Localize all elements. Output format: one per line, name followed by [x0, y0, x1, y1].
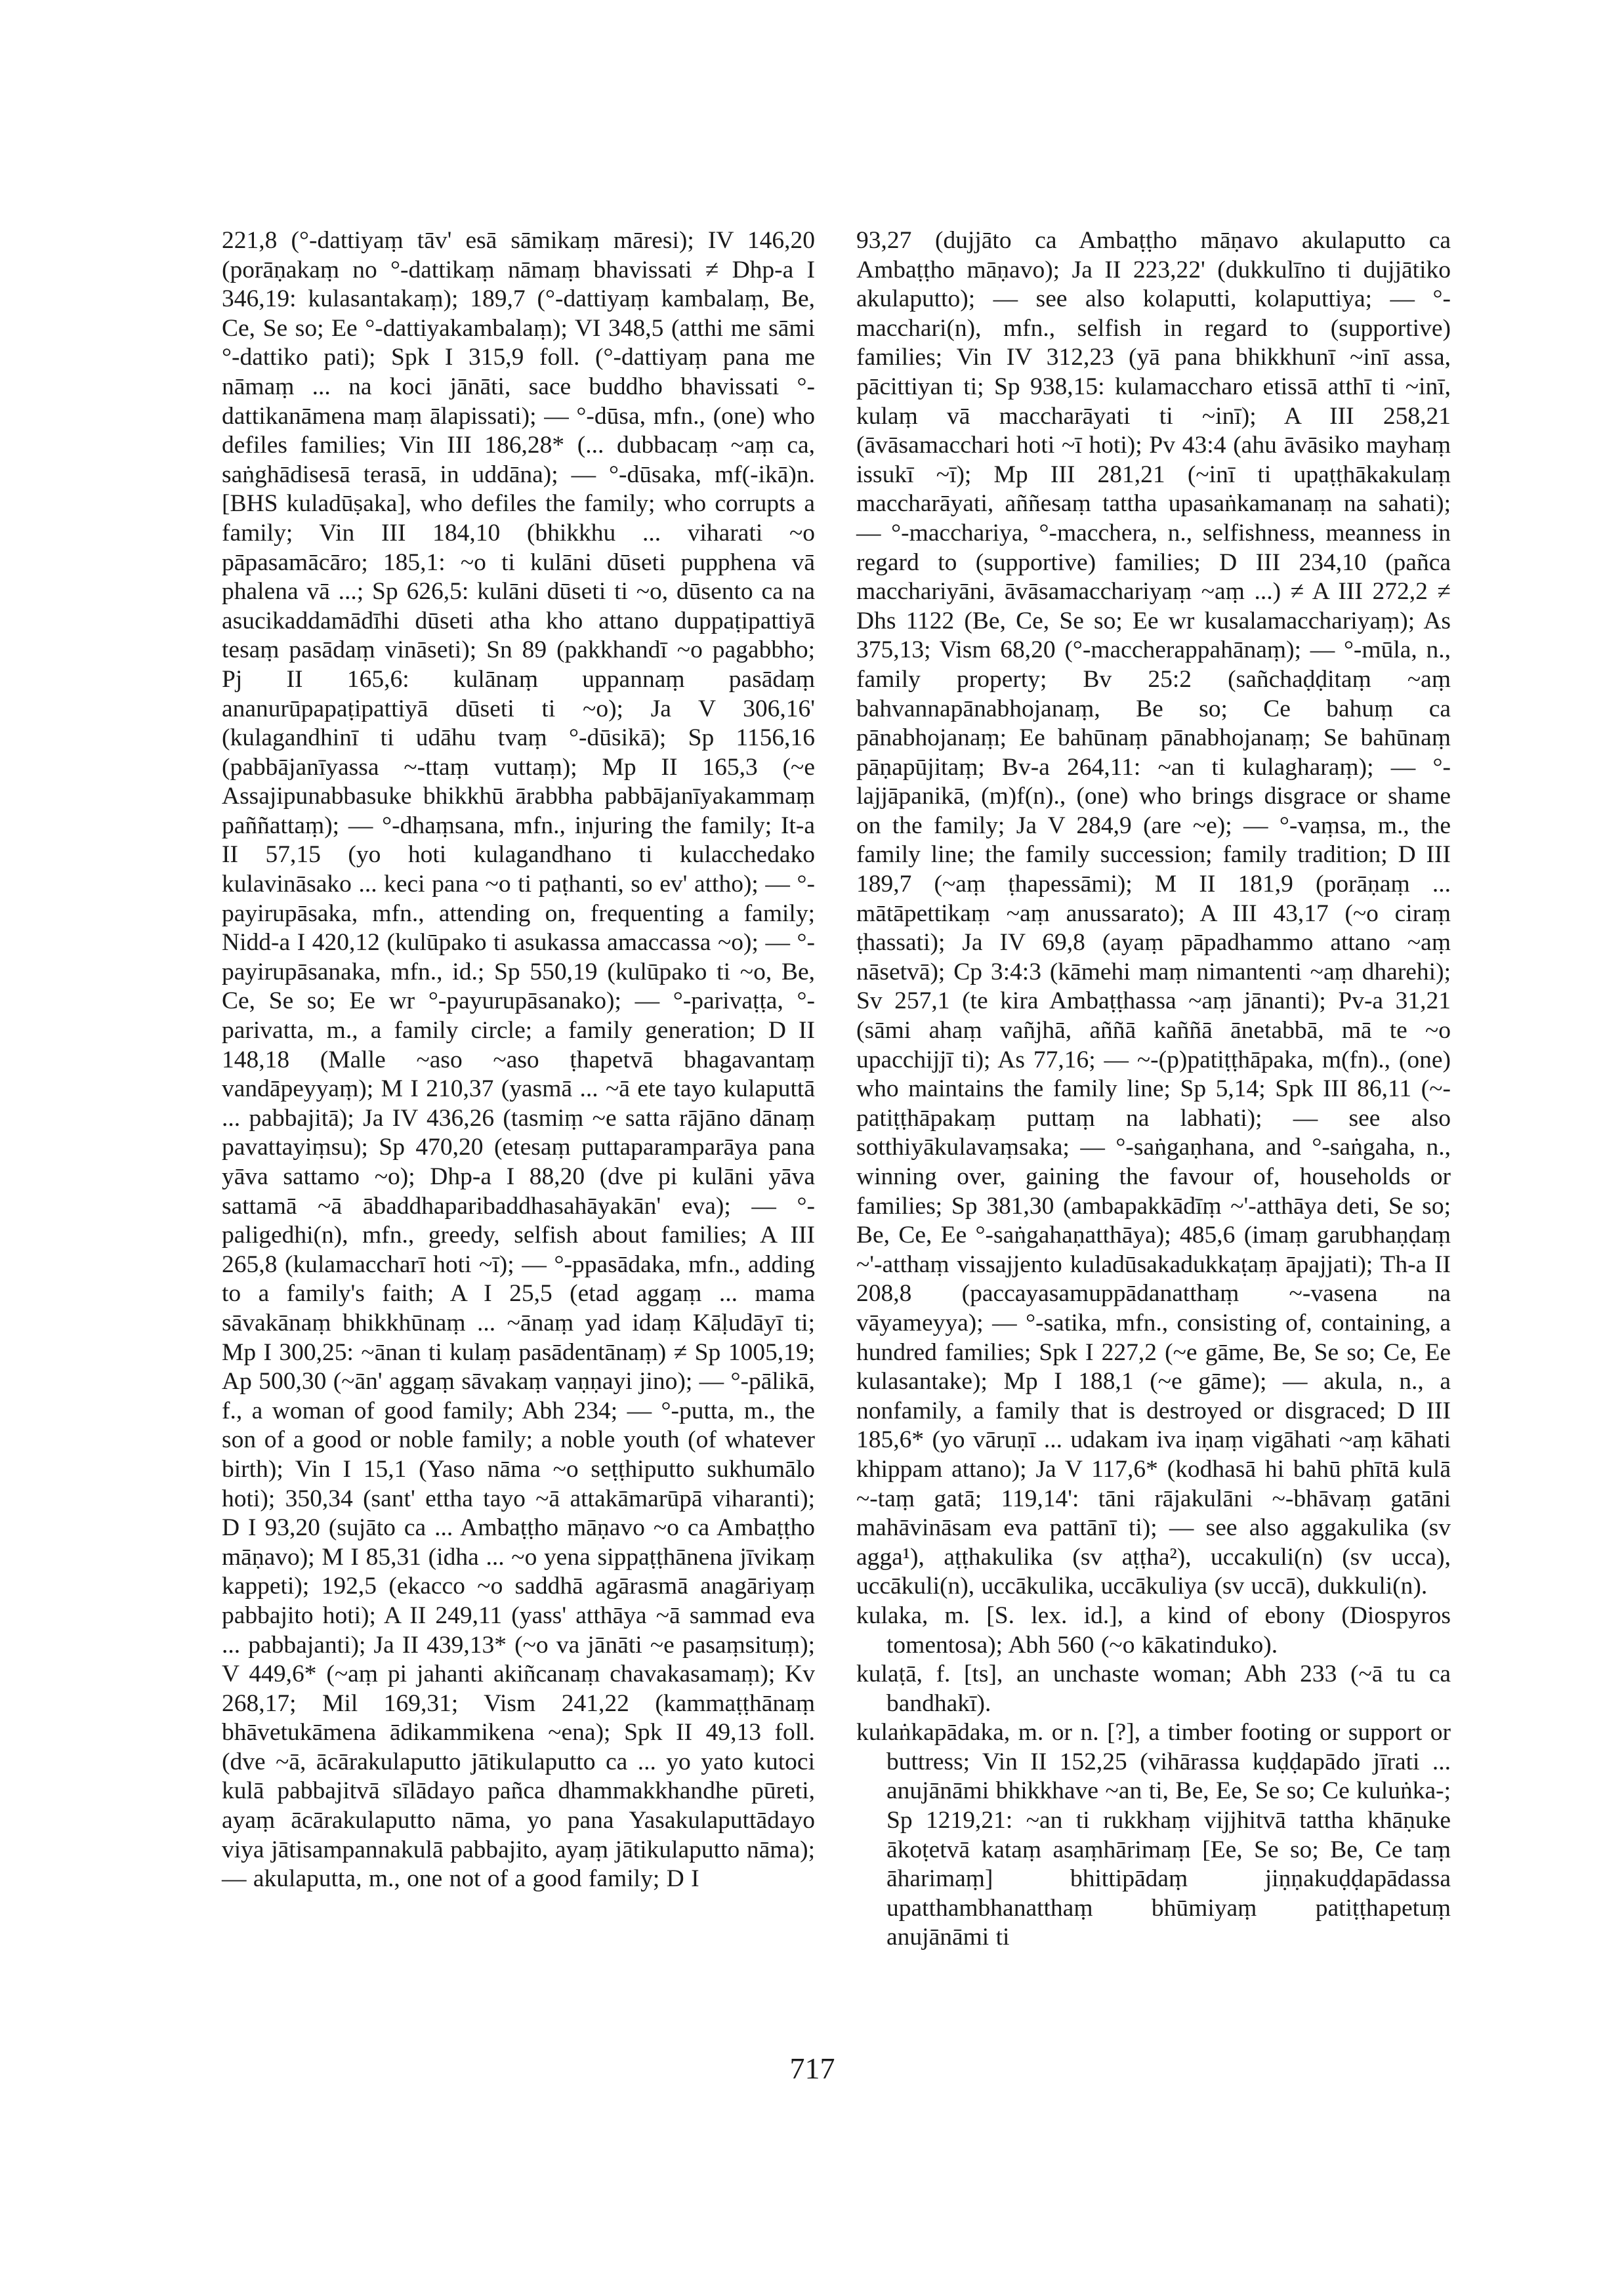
right-column	[856, 226, 1451, 1953]
left-column	[222, 226, 815, 1894]
right-column-continuation: 93,27 (dujjāto ca Ambaṭṭho māṇavo akulaputto ca Ambaṭṭho māṇavo); Ja II 223,22' (dukkulīno ti dujjātiko akulaputto); — see also kolaputti, kolaputtiya; — °-macchari(n), mfn., selfish in regard to (supportive) families; Vin IV 312,23 (yā pana bhikkhunī ~inī assa, pācittiyan ti; Sp 938,15: kulamaccharo etissā atthī ti ~inī, kulaṃ vā maccharāyati ti ~inī); A III 258,21 (āvāsamacchari hoti ~ī hoti); Pv 43:4 (ahu āvāsiko mayhaṃ issukī ~ī); Mp III 281,21 (~inī ti upaṭṭhākakulaṃ maccharāyati, aññesaṃ tattha upasaṅkamanaṃ na sahati); — °-macchariya, °-macchera, n., selfishness, meanness in regard to (supportive) families; D III 234,10 (pañca macchariyāni, āvāsamacchariyaṃ ~aṃ ...) ≠ A III 272,2 ≠ Dhs 1122 (Be, Ce, Se so; Ee wr kusalamacchariyaṃ); As 375,13; Vism 68,20 (°-maccherappahānaṃ); — °-mūla, n., family property; Bv 25:2 (sañchaḍḍitaṃ ~aṃ bahvannapānabhojanaṃ, Be so; Ce bahuṃ ca pānabhojanaṃ; Ee bahūnaṃ pānabhojanaṃ; Se bahūnaṃ pāṇapūjitaṃ; Bv-a 264,11: ~an ti kulagharaṃ); — °-lajjāpanikā, (m)f(n)., (one) who brings disgrace or shame on the family; Ja V 284,9 (are ~e); — °-vaṃsa, m., the family line; the family succession; family tradition; D III 189,7 (~aṃ ṭhapessāmi); M II 181,9 (porāṇaṃ ... mātāpettikaṃ ~aṃ anussarato); A III 43,17 (~o ciraṃ ṭhassati); Ja IV 69,8 (ayaṃ pāpadhammo attano ~aṃ nāsetvā); Cp 3:4:3 (kāmehi maṃ nimantenti ~aṃ dharehi); Sv 257,1 (te kira Ambaṭṭhassa ~aṃ jānanti); Pv-a 31,21 (sāmi ahaṃ vañjhā, aññā kaññā ānetabbā, mā te ~o upacchijjī ti); As 77,16; — ~-(p)patiṭṭhāpaka, m(fn)., (one) who maintains the family line; Sp 5,14; Spk III 86,11 (~-patiṭṭhāpakaṃ puttaṃ na labhati); — see also sotthiyākulavaṃsaka; — °-saṅgaṇhana, and °-saṅgaha, n., winning over, gaining the favour of, households or families; Sp 381,30 (ambapakkādīṃ ~'-atthāya deti, Se so; Be, Ce, Ee °-saṅgahaṇatthāya); 485,6 (imaṃ garubhaṇḍaṃ ~'-atthaṃ vissajjento kuladūsakadukkaṭaṃ āpajjati); Th-a II 208,8 (paccayasamuppādanatthaṃ ~-vasena na vāyameyya); — °-satika, mfn., consisting of, containing, a hundred families; Spk I 227,2 (~e gāme, Be, Se so; Ce, Ee kulasantake); Mp I 188,1 (~e gāme); — akula, n., a nonfamily, a family that is destroyed or disgraced; D III 185,6* (yo vāruṇī ... udakam iva iṇaṃ vigāhati ~aṃ kāhati khippam attano); Ja V 117,6* (kodhasā hi bahū phītā kulā ~-taṃ gatā; 119,14': tāni rājakulāni ~-bhāvaṃ gatāni mahāvināsam eva pattānī ti); — see also aggakulika (sv agga¹), aṭṭhakulika (sv aṭṭha²), uccakuli(n) (sv ucca), uccākuli(n), uccākulika, uccākuliya (sv uccā), dukkuli(n).	[856, 227, 1451, 1600]
entry-kulata: kulaṭā, f. [ts], an unchaste woman; Abh 233 (~ā tu ca bandhakī).	[856, 1661, 1451, 1717]
page-number: 717	[789, 2052, 835, 2085]
entry-kulaka: kulaka, m. [S. lex. id.], a kind of ebony (Diospyros tomentosa); Abh 560 (~o kākatinduko).	[856, 1602, 1451, 1659]
entry-kulankapadaka: kulaṅkapādaka, m. or n. [?], a timber footing or support or buttress; Vin II 152,25 (vihārassa kuḍḍapādo jīrati ... anujānāmi bhikkhave ~an ti, Be, Ee, Se so; Ce kuluṅka-; Sp 1219,21: ~an ti rukkhaṃ vijjhitvā tattha khāṇuke ākoṭetvā kataṃ asaṃhārimaṃ [Ee, Se so; Be, Ce taṃ āharimaṃ] bhittipādaṃ jiṇṇakuḍḍapādassa upatthambhanatthaṃ bhūmiyaṃ patiṭṭhapetuṃ anujānāmi ti	[856, 1719, 1451, 1951]
left-column-text: 221,8 (°-dattiyaṃ tāv' esā sāmikaṃ māresi); IV 146,20 (porāṇakaṃ no °-dattikaṃ nāmaṃ bhavissati ≠ Dhp-a I 346,19: kulasantakaṃ); 189,7 (°-dattiyaṃ kambalaṃ, Be, Ce, Se so; Ee °-dattiyakambalaṃ); VI 348,5 (atthi me sāmi °-dattiko pati); Spk I 315,9 foll. (°-dattiyaṃ pana me nāmaṃ ... na koci jānāti, sace buddho bhavissati °-dattikanāmena maṃ ālapissati); — °-dūsa, mfn., (one) who defiles families; Vin III 186,28* (... dubbacaṃ ~aṃ ca, saṅghādisesā terasā, in uddāna); — °-dūsaka, mf(-ikā)n. [BHS kuladūṣaka], who defiles the family; who corrupts a family; Vin III 184,10 (bhikkhu ... viharati ~o pāpasamācāro; 185,1: ~o ti kulāni dūseti pupphena vā phalena vā ...; Sp 626,5: kulāni dūseti ti ~o, dūsento ca na asucikaddamādīhi dūseti atha kho attano duppaṭipattiyā tesaṃ pasādaṃ vināseti); Sn 89 (pakkhandī ~o pagabbho; Pj II 165,6: kulānaṃ uppannaṃ pasādaṃ ananurūpapaṭipattiyā dūseti ti ~o); Ja V 306,16' (kulagandhinī ti udāhu tvaṃ °-dūsikā); Sp 1156,16 (pabbājanīyassa ~-ttaṃ vuttaṃ); Mp II 165,3 (~e Assajipunabbasuke bhikkhū ārabbha pabbājanīyakammaṃ paññattaṃ); — °-dhaṃsana, mfn., injuring the family; It-a II 57,15 (yo hoti kulagandhano ti kulacchedako kulavināsako ... keci pana ~o ti paṭhanti, so ev' attho); — °-payirupāsaka, mfn., attending on, frequenting a family; Nidd-a I 420,12 (kulūpako ti asukassa amaccassa ~o); — °-payirupāsanaka, mfn., id.; Sp 550,19 (kulūpako ti ~o, Be, Ce, Se so; Ee wr °-payurupāsanako); — °-parivaṭṭa, °-parivatta, m., a family circle; a family generation; D II 148,18 (Malle ~aso ~aso ṭhapetvā bhagavantaṃ vandāpeyyaṃ); M I 210,37 (yasmā ... ~ā ete tayo kulaputtā ... pabbajitā); Ja IV 436,26 (tasmiṃ ~e satta rājāno dānaṃ pavattayiṃsu); Sp 470,20 (etesaṃ puttaparamparāya pana yāva sattamo ~o); Dhp-a I 88,20 (dve pi kulāni yāva sattamā ~ā ābaddhaparibaddhasahāyakān' eva); — °-paligedhi(n), mfn., greedy, selfish about families; A III 265,8 (kulamaccharī hoti ~ī); — °-ppasādaka, mfn., adding to a family's faith; A I 25,5 (etad aggaṃ ... mama sāvakānaṃ bhikkhūnaṃ ... ~ānaṃ yad idaṃ Kāḷudāyī ti; Mp I 300,25: ~ānan ti kulaṃ pasādentānaṃ) ≠ Sp 1005,19; Ap 500,30 (~ān' aggaṃ sāvakaṃ vaṇṇayi jino); — °-pālikā, f., a woman of good family; Abh 234; — °-putta, m., the son of a good or noble family; a noble youth (of whatever birth); Vin I 15,1 (Yaso nāma ~o seṭṭhiputto sukhumālo hoti); 350,34 (sant' ettha tayo ~ā attakāmarūpā viharanti); D I 93,20 (sujāto ca ... Ambaṭṭho māṇavo ~o ca Ambaṭṭho māṇavo); M I 85,31 (idha ... ~o yena sippaṭṭhānena jīvikaṃ kappeti); 192,5 (ekacco ~o saddhā agārasmā anagāriyaṃ pabbajito hoti); A II 249,11 (yass' atthāya ~ā sammad eva ... pabbajanti); Ja II 439,13* (~o va jānāti ~e pasaṃsituṃ); V 449,6* (~aṃ pi jahanti akiñcanaṃ chavakasamaṃ); Kv 268,17; Mil 169,31; Vism 241,22 (kammaṭṭhānaṃ bhāvetukāmena ādikammikena ~ena); Spk II 49,13 foll. (dve ~ā, ācārakulaputto jātikulaputto ca ... yo yato kutoci kulā pabbajitvā sīlādayo pañca dhammakkhandhe pūreti, ayaṃ ācārakulaputto nāma, yo pana Yasakulaputtādayo viya jātisampannakulā pabbajito, ayaṃ jātikulaputto nāma); — akulaputta, m., one not of a good family; D I	[222, 227, 815, 1893]
